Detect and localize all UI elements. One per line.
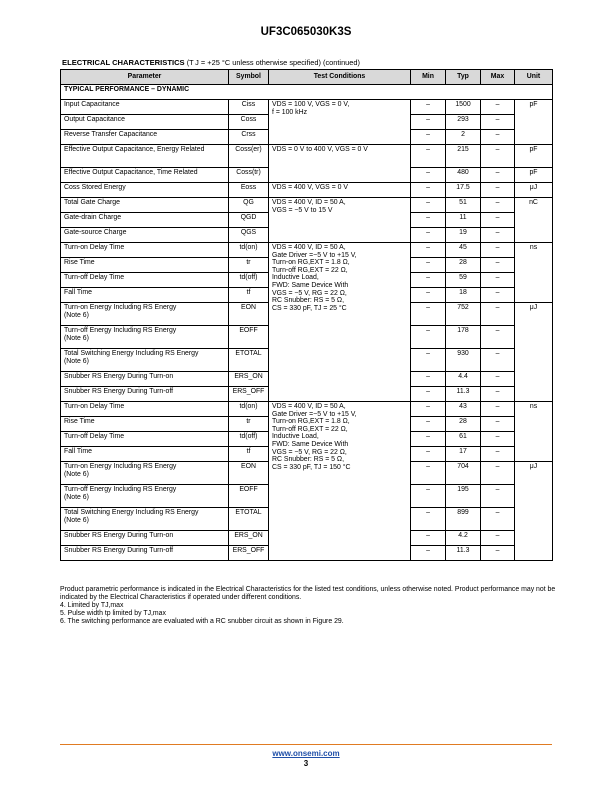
typ-cell: 17 [446, 447, 481, 462]
symbol-cell: tr [229, 258, 269, 273]
typ-cell: 480 [446, 168, 481, 183]
max-cell: – [481, 546, 515, 561]
table-row [61, 198, 553, 213]
param-cell: Effective Output Capacitance, Time Related [61, 168, 229, 183]
header-test-conditions: Test Conditions [269, 70, 411, 85]
param-cell: Fall Time [61, 288, 229, 303]
typ-cell: 18 [446, 288, 481, 303]
unit-cell: pF [515, 168, 553, 183]
param-cell: Output Capacitance [61, 115, 229, 130]
symbol-cell: QG [229, 198, 269, 213]
typ-cell: 28 [446, 258, 481, 273]
param-cell: Total Switching Energy Including RS Energy (Note 6) [61, 508, 229, 531]
typ-cell: 2 [446, 130, 481, 145]
table-row [61, 145, 553, 168]
param-cell: Turn-off Delay Time [61, 432, 229, 447]
min-cell: – [411, 432, 446, 447]
symbol-cell: EOFF [229, 326, 269, 349]
max-cell: – [481, 387, 515, 402]
param-cell: Coss Stored Energy [61, 183, 229, 198]
min-cell: – [411, 387, 446, 402]
symbol-cell: tf [229, 447, 269, 462]
param-cell: Total Gate Charge [61, 198, 229, 213]
symbol-cell: ETOTAL [229, 349, 269, 372]
unit-cell: pF [515, 100, 553, 145]
unit-cell: μJ [515, 462, 553, 561]
typ-cell: 215 [446, 145, 481, 168]
min-cell: – [411, 546, 446, 561]
performance-disclaimer: Product parametric performance is indicated in the Electrical Characteristics for the listed test conditions, unless otherwise noted. Product performance may not be indicated by the Electrical Characteristics if operated under different conditions. [60, 586, 556, 601]
min-cell: – [411, 447, 446, 462]
header-parameter: Parameter [61, 70, 229, 85]
max-cell: – [481, 198, 515, 213]
param-cell: Gate-source Charge [61, 228, 229, 243]
typ-cell: 4.4 [446, 372, 481, 387]
typ-cell: 11.3 [446, 546, 481, 561]
symbol-cell: QGD [229, 213, 269, 228]
section-heading [62, 58, 360, 67]
min-cell: – [411, 228, 446, 243]
param-cell: Turn-on Delay Time [61, 243, 229, 258]
typ-cell: 1500 [446, 100, 481, 115]
max-cell: – [481, 145, 515, 168]
min-cell: – [411, 258, 446, 273]
symbol-cell: QGS [229, 228, 269, 243]
max-cell: – [481, 417, 515, 432]
typ-cell: 17.5 [446, 183, 481, 198]
typ-cell: 45 [446, 243, 481, 258]
typ-cell: 752 [446, 303, 481, 326]
param-cell: Snubber RS Energy During Turn-on [61, 531, 229, 546]
header-min: Min [411, 70, 446, 85]
symbol-cell: ETOTAL [229, 508, 269, 531]
electrical-characteristics-table [60, 69, 553, 561]
max-cell: – [481, 531, 515, 546]
min-cell: – [411, 326, 446, 349]
param-cell: Reverse Transfer Capacitance [61, 130, 229, 145]
unit-cell: nC [515, 198, 553, 243]
min-cell: – [411, 100, 446, 115]
param-cell: Rise Time [61, 417, 229, 432]
symbol-cell: ERS_ON [229, 531, 269, 546]
typ-cell: 43 [446, 402, 481, 417]
param-cell: Snubber RS Energy During Turn-off [61, 546, 229, 561]
max-cell: – [481, 273, 515, 288]
symbol-cell: td(off) [229, 432, 269, 447]
param-cell: Gate-drain Charge [61, 213, 229, 228]
max-cell: – [481, 228, 515, 243]
symbol-cell: td(off) [229, 273, 269, 288]
param-cell: Snubber RS Energy During Turn-on [61, 372, 229, 387]
table-row [61, 402, 553, 417]
symbol-cell: ERS_ON [229, 372, 269, 387]
param-cell: Turn-off Energy Including RS Energy (Note 6) [61, 485, 229, 508]
param-cell: Input Capacitance [61, 100, 229, 115]
max-cell: – [481, 243, 515, 258]
symbol-cell: td(on) [229, 243, 269, 258]
section-title: ELECTRICAL CHARACTERISTICS [62, 58, 185, 67]
max-cell: – [481, 288, 515, 303]
min-cell: – [411, 349, 446, 372]
max-cell: – [481, 258, 515, 273]
symbol-cell: EON [229, 303, 269, 326]
max-cell: – [481, 462, 515, 485]
test-condition-capacitance: VDS = 100 V, VGS = 0 V, f = 100 kHz [269, 100, 411, 145]
typ-cell: 4.2 [446, 531, 481, 546]
max-cell: – [481, 402, 515, 417]
max-cell: – [481, 485, 515, 508]
min-cell: – [411, 115, 446, 130]
page-number: 3 [303, 759, 309, 768]
min-cell: – [411, 485, 446, 508]
max-cell: – [481, 326, 515, 349]
typ-cell: 704 [446, 462, 481, 485]
param-cell: Rise Time [61, 258, 229, 273]
min-cell: – [411, 168, 446, 183]
param-cell: Total Switching Energy Including RS Energy (Note 6) [61, 349, 229, 372]
symbol-cell: tr [229, 417, 269, 432]
part-number-title: UF3C065030K3S [260, 26, 352, 38]
symbol-cell: Ciss [229, 100, 269, 115]
max-cell: – [481, 115, 515, 130]
symbol-cell: td(on) [229, 402, 269, 417]
min-cell: – [411, 273, 446, 288]
notes-section [60, 586, 560, 626]
header-max: Max [481, 70, 515, 85]
param-cell: Turn-on Delay Time [61, 402, 229, 417]
unit-cell: ns [515, 243, 553, 303]
typ-cell: 11 [446, 213, 481, 228]
min-cell: – [411, 145, 446, 168]
min-cell: – [411, 303, 446, 326]
max-cell: – [481, 508, 515, 531]
min-cell: – [411, 130, 446, 145]
min-cell: – [411, 198, 446, 213]
header-typ: Typ [446, 70, 481, 85]
table-row [61, 183, 553, 198]
symbol-cell: EOFF [229, 485, 269, 508]
max-cell: – [481, 183, 515, 198]
symbol-cell: Coss [229, 115, 269, 130]
typ-cell: 28 [446, 417, 481, 432]
param-cell: Turn-off Energy Including RS Energy (Note 6) [61, 326, 229, 349]
unit-cell: ns [515, 402, 553, 462]
symbol-cell: Coss(er) [229, 145, 269, 168]
footer-website-link[interactable]: www.onsemi.com [272, 749, 340, 758]
min-cell: – [411, 372, 446, 387]
typ-cell: 51 [446, 198, 481, 213]
param-cell: Turn-off Delay Time [61, 273, 229, 288]
min-cell: – [411, 243, 446, 258]
typ-cell: 61 [446, 432, 481, 447]
param-cell: Effective Output Capacitance, Energy Related [61, 145, 229, 168]
max-cell: – [481, 432, 515, 447]
test-condition-eoss: VDS = 400 V, VGS = 0 V [269, 183, 411, 198]
header-unit: Unit [515, 70, 553, 85]
symbol-cell: Coss(tr) [229, 168, 269, 183]
max-cell: – [481, 349, 515, 372]
typ-cell: 19 [446, 228, 481, 243]
typ-cell: 11.3 [446, 387, 481, 402]
unit-cell: μJ [515, 183, 553, 198]
test-condition-gate-charge: VDS = 400 V, ID = 50 A, VGS = −5 V to 15 V [269, 198, 411, 243]
param-cell: Turn-on Energy Including RS Energy (Note 6) [61, 303, 229, 326]
test-condition-switching-150c: VDS = 400 V, ID = 50 A, Gate Driver =−5 V to +15 V, Turn-on RG,EXT = 1.8 Ω, Turn-off RG,EXT = 22 Ω, Inductive Load, FWD: Same Device With VGS = −5 V, RG = 22 Ω, RC Snubber: RS = 5 Ω, CS = 330 pF, TJ = 150 °C [269, 402, 411, 561]
min-cell: – [411, 213, 446, 228]
symbol-cell: Crss [229, 130, 269, 145]
min-cell: – [411, 288, 446, 303]
max-cell: – [481, 168, 515, 183]
max-cell: – [481, 447, 515, 462]
param-cell: Turn-on Energy Including RS Energy (Note 6) [61, 462, 229, 485]
min-cell: – [411, 531, 446, 546]
min-cell: – [411, 417, 446, 432]
test-condition-coss: VDS = 0 V to 400 V, VGS = 0 V [269, 145, 411, 183]
typ-cell: 930 [446, 349, 481, 372]
typ-cell: 178 [446, 326, 481, 349]
footer-divider [60, 744, 552, 745]
typ-cell: 195 [446, 485, 481, 508]
symbol-cell: ERS_OFF [229, 387, 269, 402]
section-condition: (T J = +25 °C unless otherwise specified) (continued) [186, 58, 360, 67]
unit-cell: pF [515, 145, 553, 168]
section-row-typical-dynamic: TYPICAL PERFORMANCE – DYNAMIC [61, 85, 553, 100]
min-cell: – [411, 183, 446, 198]
max-cell: – [481, 372, 515, 387]
table-row [61, 243, 553, 258]
min-cell: – [411, 402, 446, 417]
typ-cell: 899 [446, 508, 481, 531]
table-row [61, 100, 553, 115]
symbol-cell: ERS_OFF [229, 546, 269, 561]
test-condition-switching-25c: VDS = 400 V, ID = 50 A, Gate Driver =−5 V to +15 V, Turn-on RG,EXT = 1.8 Ω, Turn-off RG,EXT = 22 Ω, Inductive Load, FWD: Same Device With VGS = −5 V, RG = 22 Ω, RC Snubber: RS = 5 Ω, CS = 330 pF, TJ = 25 °C [269, 243, 411, 402]
typ-cell: 59 [446, 273, 481, 288]
header-symbol: Symbol [229, 70, 269, 85]
min-cell: – [411, 508, 446, 531]
symbol-cell: Eoss [229, 183, 269, 198]
min-cell: – [411, 462, 446, 485]
param-cell: Fall Time [61, 447, 229, 462]
note-4: 4. Limited by TJ,max [60, 602, 124, 609]
max-cell: – [481, 213, 515, 228]
max-cell: – [481, 303, 515, 326]
max-cell: – [481, 100, 515, 115]
note-5: 5. Pulse width tp limited by TJ,max [60, 610, 166, 617]
typ-cell: 293 [446, 115, 481, 130]
param-cell: Snubber RS Energy During Turn-off [61, 387, 229, 402]
note-6: 6. The switching performance are evaluated with a RC snubber circuit as shown in Figure 29. [60, 618, 344, 625]
unit-cell: μJ [515, 303, 553, 402]
symbol-cell: tf [229, 288, 269, 303]
symbol-cell: EON [229, 462, 269, 485]
max-cell: – [481, 130, 515, 145]
